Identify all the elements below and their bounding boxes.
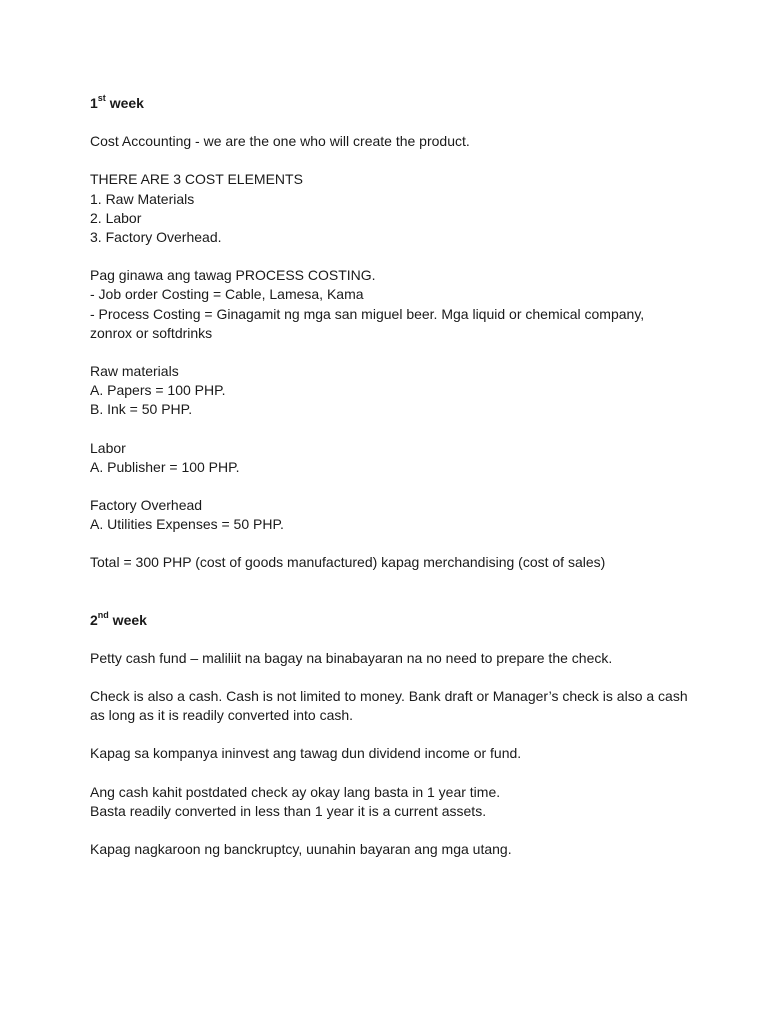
labor-item: A. Publisher = 100 PHP.	[90, 458, 240, 475]
raw-materials-section	[90, 362, 690, 420]
postdated-section	[90, 783, 690, 821]
costing-title: Pag ginawa ang tawag PROCESS COSTING.	[90, 267, 376, 284]
week1-intro: Cost Accounting - we are the one who will create the product.	[90, 133, 470, 150]
cost-element-item: 1. Raw Materials	[90, 190, 195, 207]
invest-paragraph: Kapag sa kompanya ininvest ang tawag dun dividend income or fund.	[90, 745, 522, 762]
postdated-line: Basta readily converted in less than 1 year it is a current assets.	[90, 802, 487, 819]
week2-heading-number: 2	[90, 611, 98, 628]
week1-heading-ordinal: st	[97, 93, 106, 104]
week1-heading	[90, 94, 690, 113]
raw-material-item: A. Papers = 100 PHP.	[90, 382, 226, 399]
overhead-item: A. Utilities Expenses = 50 PHP.	[90, 516, 284, 533]
raw-material-item: B. Ink = 50 PHP.	[90, 401, 193, 418]
overhead-section	[90, 496, 690, 534]
labor-title: Labor	[90, 439, 126, 456]
week1-heading-number: 1	[90, 95, 98, 111]
costing-section	[90, 266, 690, 343]
cost-element-item: 3. Factory Overhead.	[90, 229, 222, 246]
total-line: Total = 300 PHP (cost of goods manufactured) kapag merchandising (cost of sales)	[90, 554, 606, 571]
check-paragraph: Check is also a cash. Cash is not limited to money. Bank draft or Manager’s check is also a cash as long as it is readily converted into cash.	[90, 688, 688, 724]
job-order-costing: - Job order Costing = Cable, Lamesa, Kama	[90, 286, 364, 303]
week1-heading-word: week	[105, 95, 144, 111]
labor-section	[90, 439, 690, 477]
cost-elements-section	[90, 170, 690, 247]
raw-materials-title: Raw materials	[90, 363, 179, 380]
overhead-title: Factory Overhead	[90, 497, 203, 514]
document-page	[90, 94, 690, 859]
postdated-line: Ang cash kahit postdated check ay okay lang basta in 1 year time.	[90, 783, 501, 800]
cost-element-item: 2. Labor	[90, 209, 142, 226]
cost-elements-title: THERE ARE 3 COST ELEMENTS	[90, 171, 303, 188]
week2-heading-ordinal: nd	[97, 610, 109, 620]
bankruptcy-paragraph: Kapag nagkaroon ng banckruptcy, uunahin bayaran ang mga utang.	[90, 841, 512, 858]
week2-heading	[90, 611, 690, 630]
petty-cash-paragraph: Petty cash fund – maliliit na bagay na binabayaran na no need to prepare the check.	[90, 649, 613, 666]
process-costing: - Process Costing = Ginagamit ng mga san miguel beer. Mga liquid or chemical company, zonrox or softdrinks	[90, 305, 645, 341]
week2-heading-word: week	[108, 611, 147, 628]
